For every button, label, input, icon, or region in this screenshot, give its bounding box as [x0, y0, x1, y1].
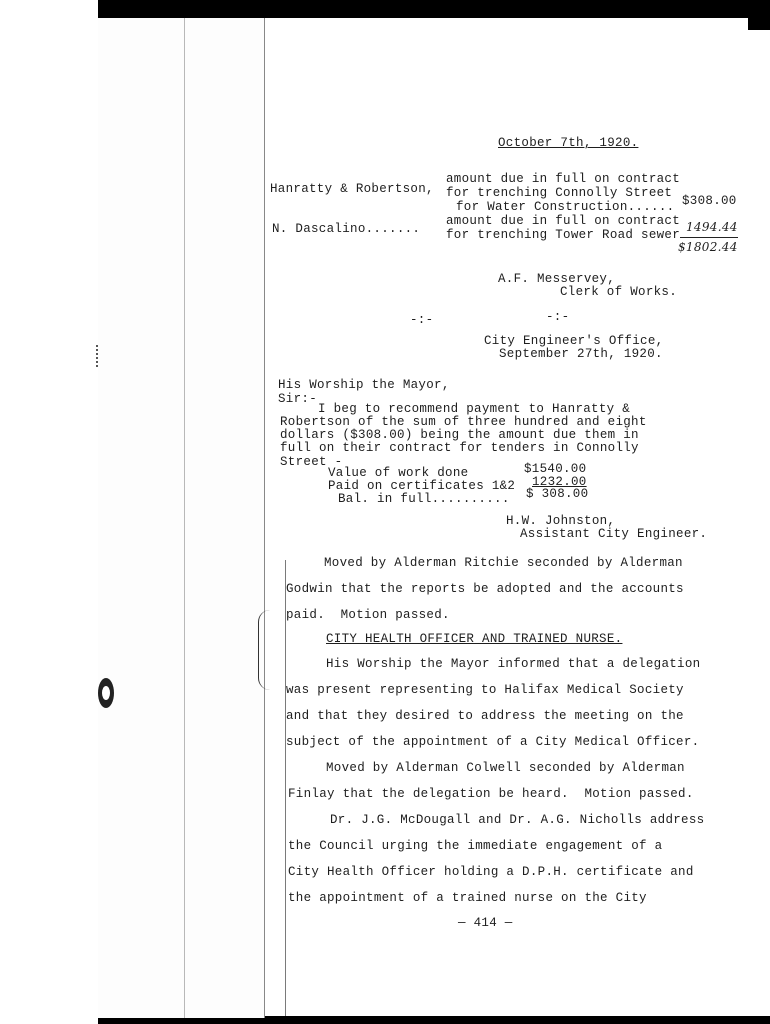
sum-rule: [680, 237, 738, 238]
paid-label: Paid on certificates 1&2: [328, 479, 516, 493]
report-date: October 7th, 1920.: [498, 136, 639, 150]
payee-1-desc-2: for trenching Connolly Street: [446, 186, 673, 200]
minutes-p3-line-1: Moved by Alderman Colwell seconded by Alderman: [326, 761, 685, 775]
margin-brace-mark: [258, 610, 273, 690]
section-heading: CITY HEALTH OFFICER AND TRAINED NURSE.: [326, 632, 623, 646]
letter-line-2: Robertson of the sum of three hundred and eight: [280, 415, 647, 429]
minutes-p4-line-1: Dr. J.G. McDougall and Dr. A.G. Nicholls address: [330, 813, 705, 827]
minutes-p2-line-3: and that they desired to address the meeting on the: [286, 709, 684, 723]
minutes-p2-line-2: was present representing to Halifax Medical Society: [286, 683, 684, 697]
minutes-p1-line-3: paid. Motion passed.: [286, 608, 450, 622]
page-edge-line: [264, 18, 265, 1018]
minutes-p4-line-4: the appointment of a trained nurse on the City: [288, 891, 647, 905]
letter-line-1: I beg to recommend payment to Hanratty &: [318, 402, 631, 416]
office-name: City Engineer's Office,: [484, 334, 664, 348]
work-label: Value of work done: [328, 466, 469, 480]
payee-2-amount: 1494.44: [686, 220, 738, 234]
accounts-total: $1802.44: [678, 240, 738, 254]
letter-line-4: full on their contract for tenders in Connolly: [280, 441, 639, 455]
letter-line-3: dollars ($308.00) being the amount due them in: [280, 428, 639, 442]
payee-1-desc-3: for Water Construction......: [456, 200, 675, 214]
letter-line-5: Street -: [280, 455, 343, 469]
minutes-p4-line-2: the Council urging the immediate engagement of a: [288, 839, 663, 853]
minutes-p2-line-4: subject of the appointment of a City Medical Officer.: [286, 735, 700, 749]
balance-value: $ 308.00: [526, 487, 589, 501]
minutes-p3-line-2: Finlay that the delegation be heard. Motion passed.: [288, 787, 694, 801]
payee-1-desc-1: amount due in full on contract: [446, 172, 681, 186]
letter-sir: Sir:-: [278, 392, 318, 406]
signature-2-name: H.W. Johnston,: [506, 514, 616, 528]
balance-label: Bal. in full..........: [338, 492, 510, 506]
binding-margin: [98, 18, 264, 1018]
payee-2-desc-2: for trenching Tower Road sewer: [446, 228, 681, 242]
payee-2-desc-1: amount due in full on contract: [446, 214, 681, 228]
scan-border-top: [98, 0, 748, 18]
signature-1-name: A.F. Messervey,: [498, 272, 616, 286]
signature-1-title: Clerk of Works.: [560, 285, 678, 299]
work-value: $1540.00: [524, 462, 587, 476]
minutes-p4-line-3: City Health Officer holding a D.P.H. certificate and: [288, 865, 694, 879]
office-date: September 27th, 1920.: [499, 347, 663, 361]
separator-left: -:-: [410, 313, 434, 327]
page-edge-line-lower: [285, 560, 286, 1016]
paid-value: 1232.00: [532, 475, 587, 489]
payee-1-amount: $308.00: [682, 194, 737, 208]
punch-hole: [98, 678, 114, 708]
page-number: — 414 —: [458, 916, 513, 930]
minutes-p1-line-1: Moved by Alderman Ritchie seconded by Alderman: [324, 556, 683, 570]
separator-right: -:-: [546, 310, 570, 324]
scan-border-corner: [748, 0, 770, 30]
payee-1: Hanratty & Robertson,: [270, 182, 434, 196]
minutes-p2-line-1: His Worship the Mayor informed that a delegation: [326, 657, 701, 671]
letter-salutation: His Worship the Mayor,: [278, 378, 450, 392]
margin-mark: [96, 345, 104, 367]
minutes-p1-line-2: Godwin that the reports be adopted and the accounts: [286, 582, 684, 596]
margin-line: [184, 18, 185, 1018]
signature-2-title: Assistant City Engineer.: [520, 527, 708, 541]
payee-2: N. Dascalino.......: [272, 222, 421, 236]
